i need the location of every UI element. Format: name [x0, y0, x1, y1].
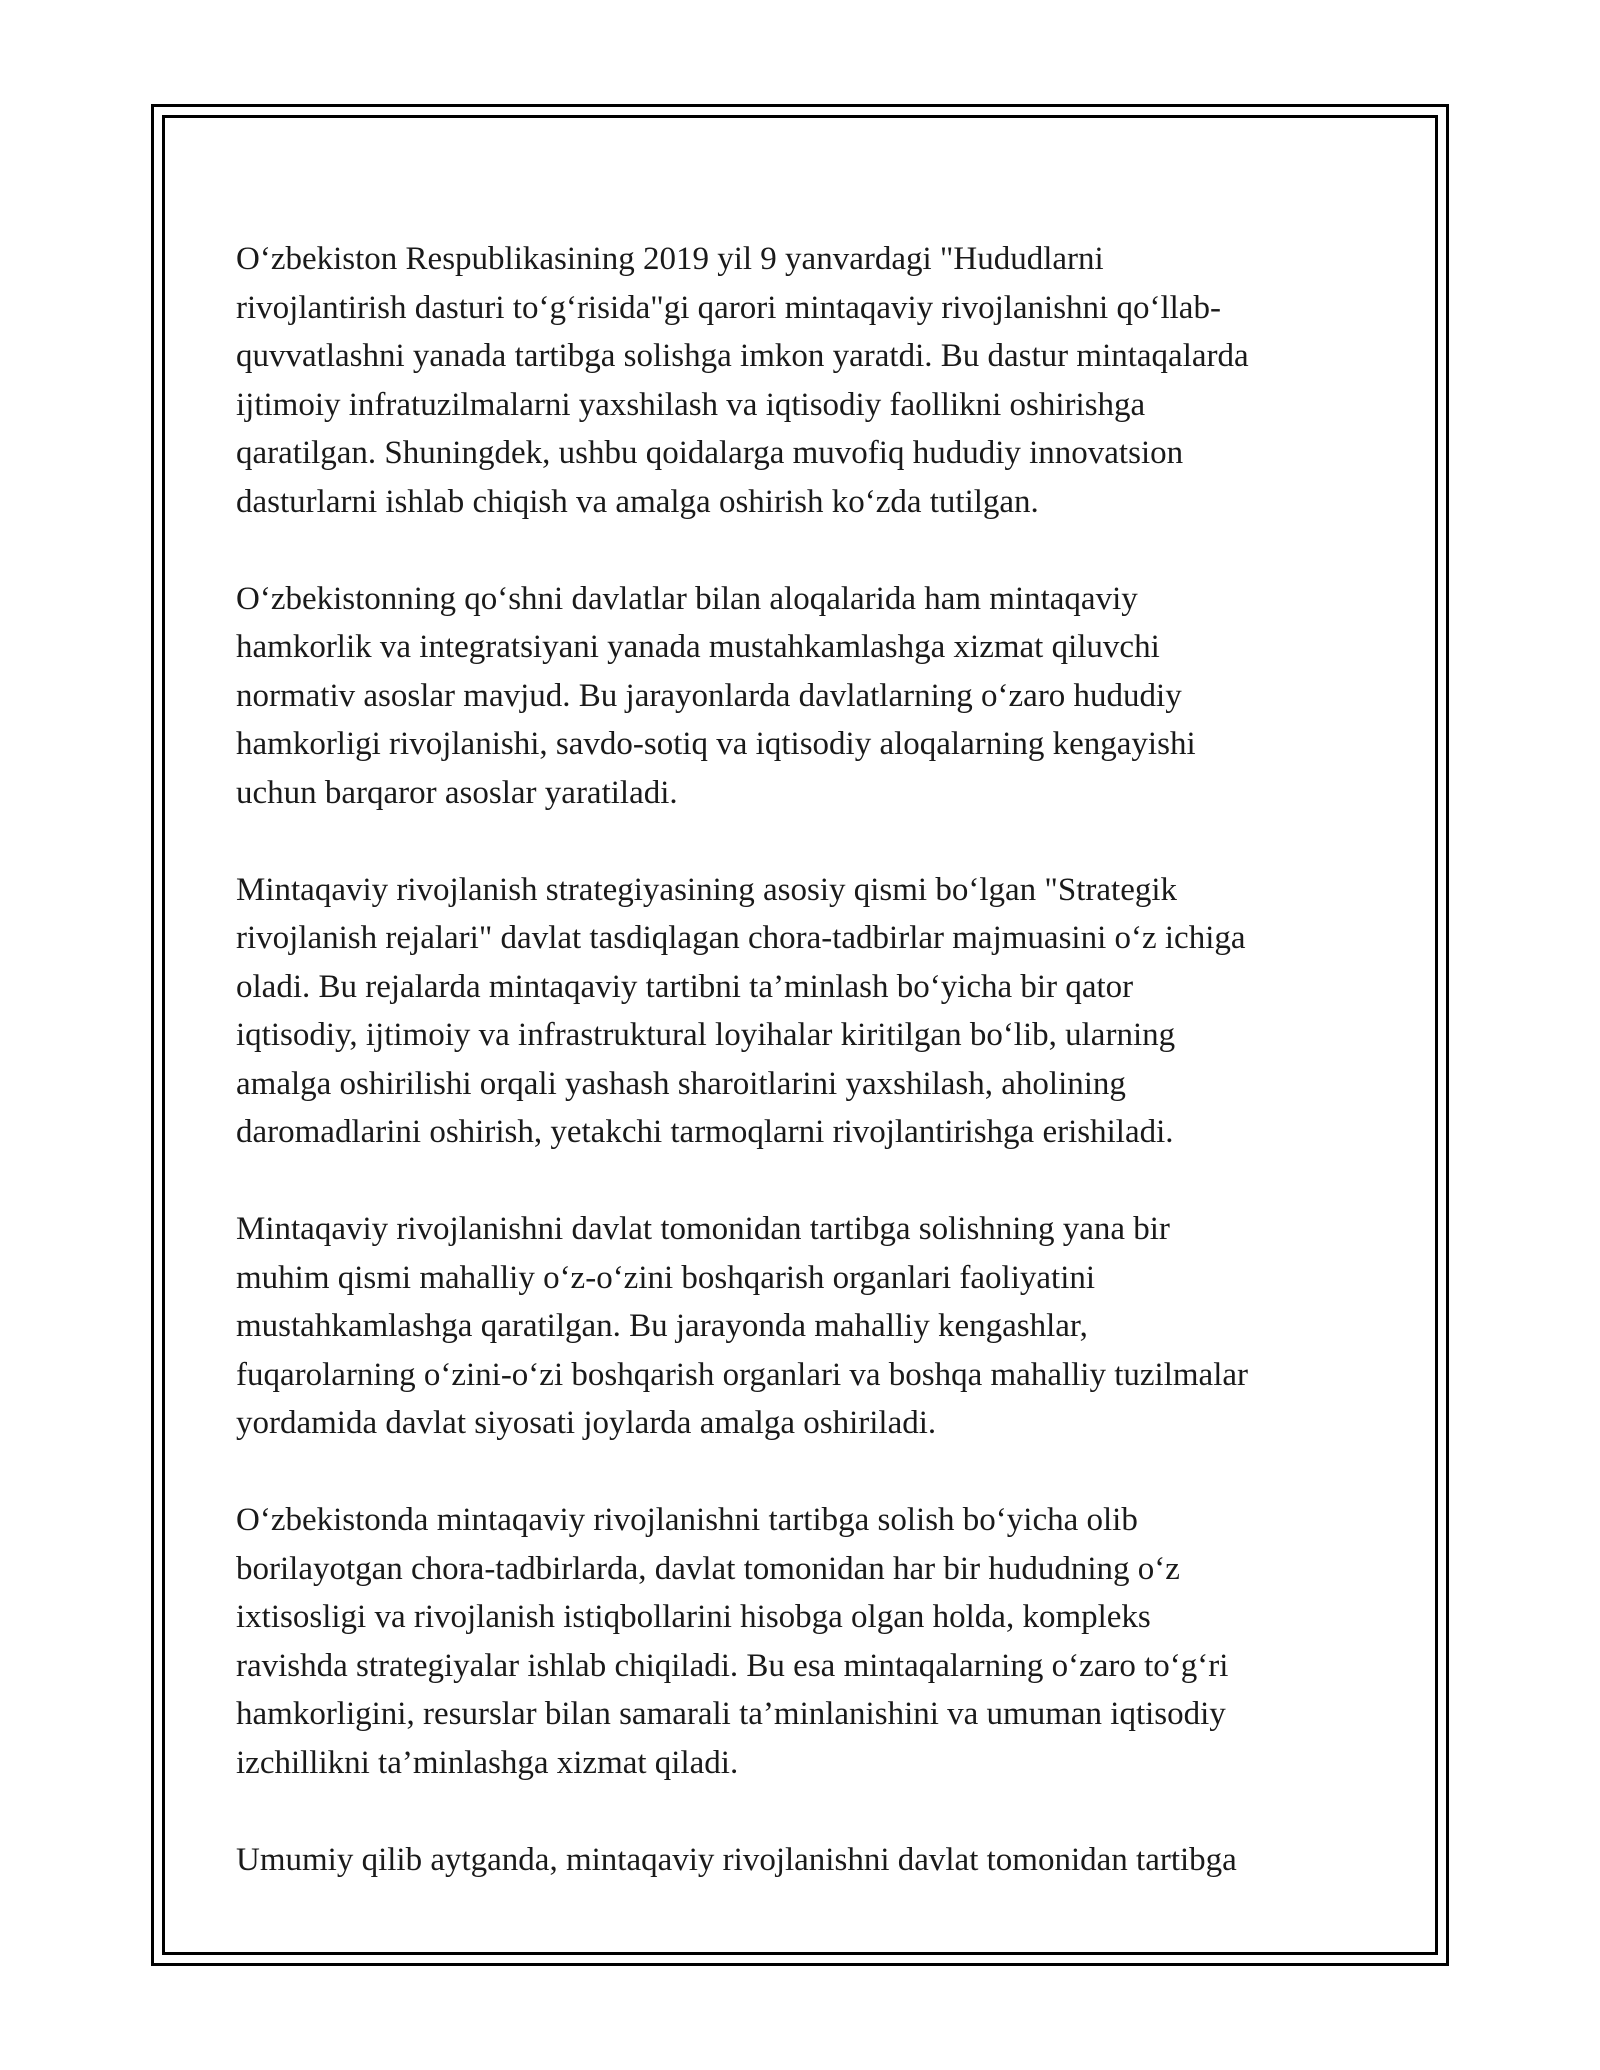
- paragraph-line: ixtisosligi va rivojlanish istiqbollarini hisobga olgan holda, kompleks: [236, 1599, 1151, 1635]
- document-body: [236, 235, 1376, 1884]
- paragraph-line: uchun barqaror asoslar yaratiladi.: [236, 774, 678, 811]
- paragraph-line: oladi. Bu rejalarda mintaqaviy tartibni ta’minlash boʻyicha bir qator: [236, 968, 1134, 1005]
- paragraph-line: borilayotgan chora-tadbirlarda, davlat tomonidan har bir hududning oʻz: [236, 1550, 1180, 1587]
- paragraph-4: [236, 1205, 1376, 1448]
- paragraph-line: iqtisodiy, ijtimoiy va infrastruktural loyihalar kiritilgan boʻlib, ularning: [236, 1017, 1176, 1053]
- paragraph-line: normativ asoslar mavjud. Bu jarayonlarda davlatlarning oʻzaro hududiy: [236, 677, 1182, 714]
- paragraph-line: quvvatlashni yanada tartibga solishga imkon yaratdi. Bu dastur mintaqalarda: [236, 338, 1249, 374]
- paragraph-line: rivojlanish rejalari" davlat tasdiqlagan chora-tadbirlar majmuasini oʻz ichiga: [236, 920, 1246, 956]
- paragraph-line: daromadlarini oshirish, yetakchi tarmoqlarni rivojlantirishga erishiladi.: [236, 1114, 1174, 1150]
- paragraph-line: hamkorligini, resurslar bilan samarali ta’minlanishini va umuman iqtisodiy: [236, 1696, 1226, 1732]
- paragraph-line: Oʻzbekistonda mintaqaviy rivojlanishni tartibga solish boʻyicha olib: [236, 1502, 1138, 1538]
- paragraph-line: Mintaqaviy rivojlanishni davlat tomonidan tartibga solishning yana bir: [236, 1211, 1170, 1247]
- paragraph-line: Oʻzbekistonning qoʻshni davlatlar bilan aloqalarida ham mintaqaviy: [236, 580, 1138, 617]
- paragraph-line: ijtimoiy infratuzilmalarni yaxshilash va iqtisodiy faollikni oshirishga: [236, 386, 1146, 423]
- paragraph-6: [236, 1836, 1376, 1885]
- paragraph-line: Umumiy qilib aytganda, mintaqaviy rivojlanishni davlat tomonidan tartibga: [236, 1841, 1237, 1878]
- paragraph-5: [236, 1496, 1376, 1787]
- paragraph-line: mustahkamlashga qaratilgan. Bu jarayonda mahalliy kengashlar,: [236, 1308, 1088, 1344]
- paragraph-line: izchillikni ta’minlashga xizmat qiladi.: [236, 1744, 739, 1781]
- paragraph-2: [236, 575, 1376, 818]
- paragraph-line: Mintaqaviy rivojlanish strategiyasining asosiy qismi boʻlgan "Strategik: [236, 871, 1178, 908]
- paragraph-line: qaratilgan. Shuningdek, ushbu qoidalarga muvofiq hududiy innovatsion: [236, 435, 1184, 471]
- paragraph-line: yordamida davlat siyosati joylarda amalga oshiriladi.: [236, 1405, 937, 1441]
- paragraph-line: hamkorlik va integratsiyani yanada mustahkamlashga xizmat qiluvchi: [236, 629, 1160, 665]
- paragraph-line: fuqarolarning oʻzini-oʻzi boshqarish organlari va boshqa mahalliy tuzilmalar: [236, 1356, 1248, 1393]
- paragraph-line: ravishda strategiyalar ishlab chiqiladi. Bu esa mintaqalarning oʻzaro toʻgʻri: [236, 1647, 1229, 1684]
- paragraph-line: dasturlarni ishlab chiqish va amalga oshirish koʻzda tutilgan.: [236, 483, 1039, 520]
- paragraph-line: Oʻzbekiston Respublikasining 2019 yil 9 yanvardagi "Hududlarni: [236, 241, 1104, 277]
- paragraph-3: [236, 866, 1376, 1157]
- paragraph-1: [236, 235, 1376, 526]
- paragraph-line: hamkorligi rivojlanishi, savdo-sotiq va iqtisodiy aloqalarning kengayishi: [236, 726, 1196, 762]
- paragraph-line: amalga oshirilishi orqali yashash sharoitlarini yaxshilash, aholining: [236, 1065, 1126, 1102]
- paragraph-line: rivojlantirish dasturi toʻgʻrisida"gi qarori mintaqaviy rivojlanishni qoʻllab-: [236, 289, 1221, 326]
- paragraph-line: muhim qismi mahalliy oʻz-oʻzini boshqarish organlari faoliyatini: [236, 1259, 1096, 1296]
